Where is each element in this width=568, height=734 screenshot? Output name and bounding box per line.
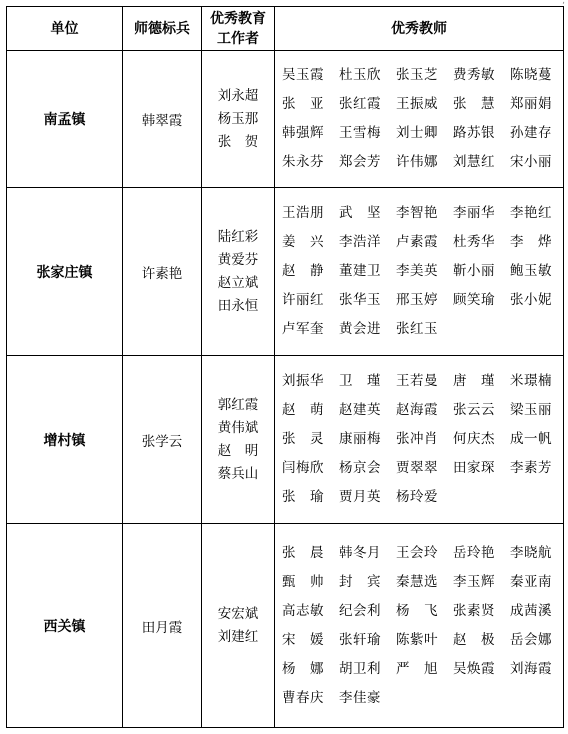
teacher-name: 刘海霞 xyxy=(510,660,552,677)
teacher-name: 张冲肖 xyxy=(396,431,438,447)
worker-name: 赵立斌 xyxy=(217,274,259,291)
table-row xyxy=(7,188,564,356)
teacher-name: 胡卫利 xyxy=(339,660,381,677)
teacher-name: 邢玉婷 xyxy=(396,292,438,308)
worker-name: 刘建红 xyxy=(217,628,259,645)
worker-name: 黄伟斌 xyxy=(217,419,259,436)
teacher-name: 吴焕霞 xyxy=(453,660,495,677)
teacher-name: 赵建英 xyxy=(339,402,381,418)
teacher-name: 李美英 xyxy=(396,263,438,279)
corner-mark: , xyxy=(562,0,565,6)
teacher-name: 岳会娜 xyxy=(510,631,552,648)
worker-name: 刘永超 xyxy=(217,87,259,104)
worker-name: 安宏斌 xyxy=(217,605,259,622)
teacher-name: 王振威 xyxy=(396,96,438,112)
teacher-name: 路苏银 xyxy=(453,125,495,141)
teacher-name: 杨京会 xyxy=(339,460,381,476)
teacher-name: 纪会利 xyxy=(339,602,381,619)
teacher-name: 顾笑瑜 xyxy=(453,292,495,308)
model-cell: 韩翠霞 xyxy=(123,51,202,188)
teacher-name: 宋 媛 xyxy=(282,631,324,648)
header-row xyxy=(7,7,564,51)
worker-name: 杨玉那 xyxy=(217,110,259,127)
teacher-name: 杨 娜 xyxy=(282,660,324,677)
teacher-name: 张 亚 xyxy=(282,96,324,112)
teacher-name: 贾翠翠 xyxy=(396,460,438,476)
teacher-name: 王若曼 xyxy=(396,373,438,389)
teacher-name: 宋小丽 xyxy=(510,154,552,170)
teacher-name: 刘慧红 xyxy=(453,154,495,170)
teacher-name: 张 慧 xyxy=(453,96,495,112)
teacher-name: 秦慧选 xyxy=(396,573,438,590)
teacher-name: 李浩洋 xyxy=(339,234,381,250)
unit-cell: 增村镇 xyxy=(7,356,123,524)
teacher-name: 张小妮 xyxy=(510,292,552,308)
teacher-name: 田家琛 xyxy=(453,460,495,476)
teacher-name: 严 旭 xyxy=(396,660,438,677)
teacher-name: 张 灵 xyxy=(282,431,324,447)
teacher-grid xyxy=(282,367,563,512)
header-teachers: 优秀教师 xyxy=(275,7,564,51)
teacher-name: 武 坚 xyxy=(339,205,381,221)
teacher-name: 杜秀华 xyxy=(453,234,495,250)
teacher-name: 孙建存 xyxy=(510,125,552,141)
teacher-name: 张华玉 xyxy=(339,292,381,308)
teachers-cell xyxy=(275,356,564,524)
teacher-name: 成一帆 xyxy=(510,431,552,447)
teacher-name: 李佳豪 xyxy=(339,689,381,706)
teacher-name: 张 瑜 xyxy=(282,489,324,505)
teacher-name: 张红玉 xyxy=(396,321,438,337)
teacher-name: 曹春庆 xyxy=(282,689,324,706)
teacher-name: 韩强辉 xyxy=(282,125,324,141)
header-model: 师德标兵 xyxy=(123,7,202,51)
unit-cell: 张家庄镇 xyxy=(7,188,123,356)
teacher-name: 卢军奎 xyxy=(282,321,324,337)
teacher-name: 梁玉丽 xyxy=(510,402,552,418)
teacher-name: 何庆杰 xyxy=(453,431,495,447)
teacher-name: 鲍玉敏 xyxy=(510,263,552,279)
workers-cell xyxy=(202,524,275,728)
teacher-name: 吴玉霞 xyxy=(282,67,324,83)
teacher-name: 卫 瑾 xyxy=(339,373,381,389)
teacher-name: 李艳红 xyxy=(510,205,552,221)
teacher-name: 张红霞 xyxy=(339,96,381,112)
teacher-name: 贾月英 xyxy=(339,489,381,505)
teacher-name: 赵 静 xyxy=(282,263,324,279)
teacher-name: 赵海霞 xyxy=(396,402,438,418)
teacher-name: 秦亚南 xyxy=(510,573,552,590)
worker-name: 黄爱芬 xyxy=(217,251,259,268)
model-cell: 张学云 xyxy=(123,356,202,524)
teacher-name: 李素芳 xyxy=(510,460,552,476)
worker-name: 蔡兵山 xyxy=(217,465,259,482)
teachers-cell xyxy=(275,51,564,188)
teacher-name: 卢素霞 xyxy=(396,234,438,250)
teacher-grid xyxy=(282,61,563,177)
teacher-name: 郑丽娟 xyxy=(510,96,552,112)
teacher-name: 刘士卿 xyxy=(396,125,438,141)
unit-cell: 西关镇 xyxy=(7,524,123,728)
teacher-name: 郑会芳 xyxy=(339,154,381,170)
unit-cell: 南孟镇 xyxy=(7,51,123,188)
teacher-name: 韩冬月 xyxy=(339,544,381,561)
teacher-name: 赵 萌 xyxy=(282,402,324,418)
teacher-name: 李智艳 xyxy=(396,205,438,221)
teacher-name: 王雪梅 xyxy=(339,125,381,141)
teachers-cell xyxy=(275,524,564,728)
workers-cell xyxy=(202,188,275,356)
teacher-grid xyxy=(282,539,563,713)
honor-roll-table xyxy=(6,6,564,728)
teacher-name: 成茜溪 xyxy=(510,602,552,619)
teacher-name: 李 烨 xyxy=(510,234,552,250)
worker-name: 陆红彩 xyxy=(217,228,259,245)
teacher-name: 朱永芬 xyxy=(282,154,324,170)
worker-name: 张 贺 xyxy=(217,133,259,150)
workers-cell xyxy=(202,51,275,188)
teacher-name: 张云云 xyxy=(453,402,495,418)
teacher-name: 杨玲爱 xyxy=(396,489,438,505)
teacher-name: 赵 极 xyxy=(453,631,495,648)
teacher-name: 张轩瑜 xyxy=(339,631,381,648)
teacher-name: 米璟楠 xyxy=(510,373,552,389)
teacher-name: 董建卫 xyxy=(339,263,381,279)
teacher-name: 刘振华 xyxy=(282,373,324,389)
teacher-name: 李晓航 xyxy=(510,544,552,561)
teacher-name: 李玉辉 xyxy=(453,573,495,590)
teacher-name: 王浩朋 xyxy=(282,205,324,221)
teacher-name: 岳玲艳 xyxy=(453,544,495,561)
teacher-name: 甄 帅 xyxy=(282,573,324,590)
teacher-name: 封 宾 xyxy=(339,573,381,590)
table-row xyxy=(7,356,564,524)
table-row xyxy=(7,51,564,188)
table-row xyxy=(7,524,564,728)
teacher-name: 李丽华 xyxy=(453,205,495,221)
worker-name: 郭红霞 xyxy=(217,396,259,413)
teacher-name: 许伟娜 xyxy=(396,154,438,170)
teacher-name: 姜 兴 xyxy=(282,234,324,250)
teachers-cell xyxy=(275,188,564,356)
teacher-grid xyxy=(282,199,563,344)
teacher-name: 张 晨 xyxy=(282,544,324,561)
teacher-name: 唐 瑾 xyxy=(453,373,495,389)
teacher-name: 黄会进 xyxy=(339,321,381,337)
teacher-name: 张玉芝 xyxy=(396,67,438,83)
teacher-name: 王会玲 xyxy=(396,544,438,561)
teacher-name: 杨 飞 xyxy=(396,602,438,619)
header-workers: 优秀教育 工作者 xyxy=(202,7,275,51)
teacher-name: 陈晓蔓 xyxy=(510,67,552,83)
teacher-name: 靳小丽 xyxy=(453,263,495,279)
teacher-name: 康丽梅 xyxy=(339,431,381,447)
teacher-name: 许丽红 xyxy=(282,292,324,308)
header-unit: 单位 xyxy=(7,7,123,51)
teacher-name: 高志敏 xyxy=(282,602,324,619)
teacher-name: 杜玉欣 xyxy=(339,67,381,83)
workers-cell xyxy=(202,356,275,524)
teacher-name: 闫梅欣 xyxy=(282,460,324,476)
worker-name: 田永恒 xyxy=(217,297,259,314)
model-cell: 许素艳 xyxy=(123,188,202,356)
teacher-name: 张素贤 xyxy=(453,602,495,619)
model-cell: 田月霞 xyxy=(123,524,202,728)
worker-name: 赵 明 xyxy=(217,442,259,459)
teacher-name: 费秀敏 xyxy=(453,67,495,83)
teacher-name: 陈紫叶 xyxy=(396,631,438,648)
